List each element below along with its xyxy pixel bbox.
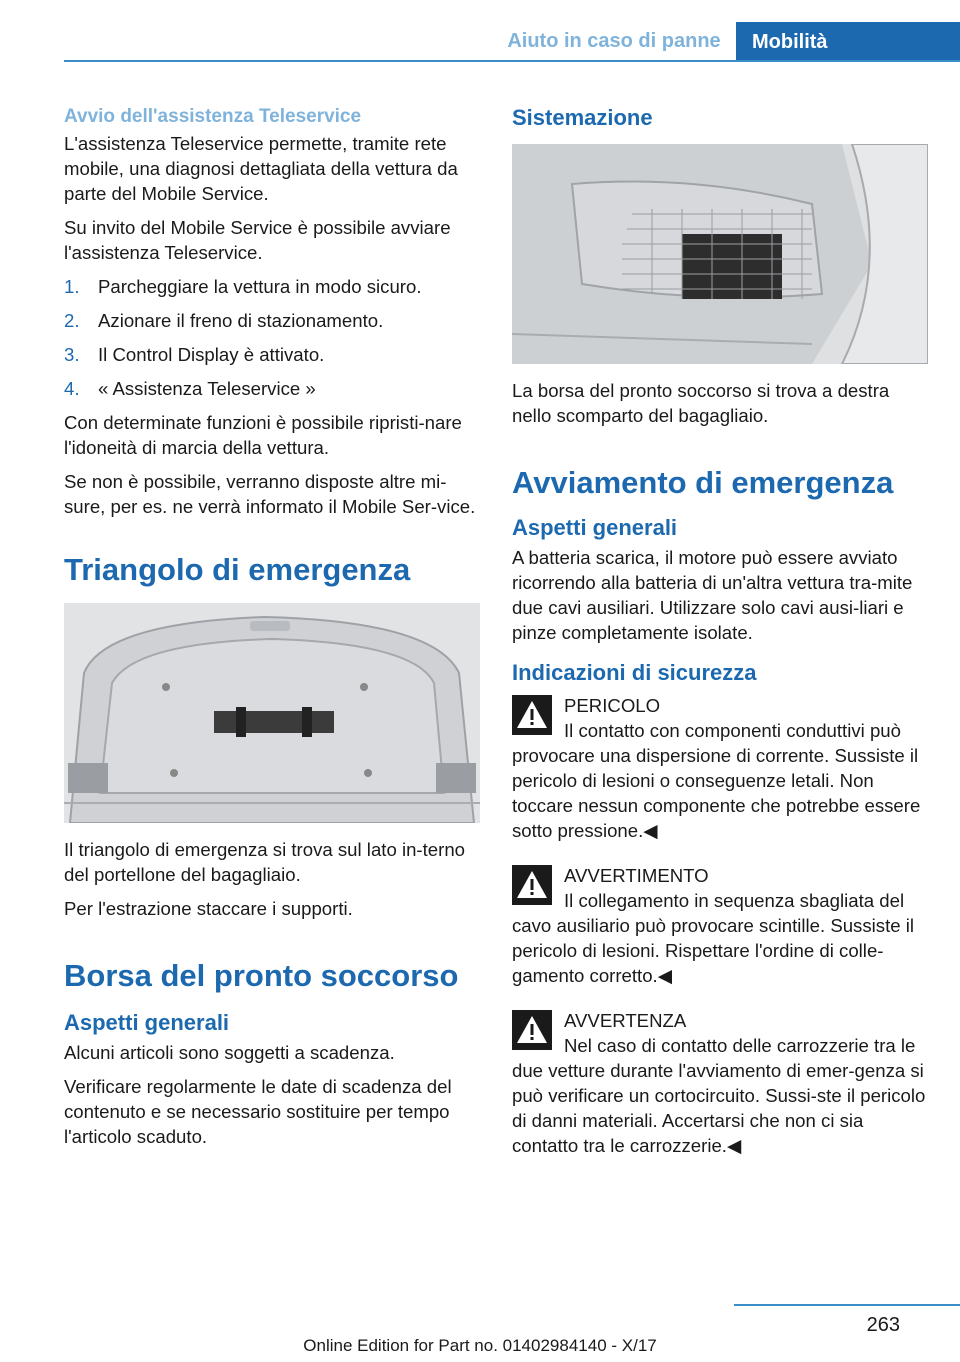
first-aid-kit-trunk-illustration: [512, 144, 928, 364]
teleservice-paragraph-2: Su invito del Mobile Service è possibile avviare l'assistenza Teleservice.: [64, 217, 451, 263]
placement-heading: Sistemazione: [512, 105, 653, 130]
teleservice-paragraph-1: L'assistenza Teleservice permette, tramite rete mobile, una diagnosi dettagliata della vettura da parte del Mobile Service.: [64, 133, 458, 204]
list-item: [64, 342, 480, 367]
footer-rule: [734, 1304, 960, 1306]
list-item: [64, 308, 480, 333]
triangle-paragraph-2: Per l'estrazione staccare i supporti.: [64, 898, 353, 919]
list-item: [64, 274, 480, 299]
placement-paragraph-1: La borsa del pronto soccorso si trova a destra nello scomparto del bagagliaio.: [512, 380, 890, 426]
step-text: Parcheggiare la vettura in modo sicuro.: [98, 276, 422, 297]
warning-danger: [512, 693, 928, 843]
warning-caution: [512, 863, 928, 988]
warning-triangle-icon: [512, 865, 552, 905]
teleservice-paragraph-3: Con determinate funzioni è possibile ripristi‐nare l'idoneità di marcia della vettura.: [64, 412, 462, 458]
first-aid-paragraph-2: Verificare regolarmente le date di scadenza del contenuto e se necessario sostituire per tempo l'articolo scaduto.: [64, 1076, 452, 1147]
header-chapter-tab: Mobilità: [736, 22, 960, 62]
header-rule: [64, 60, 960, 62]
first-aid-subheading: Aspetti generali: [64, 1010, 230, 1035]
jump-start-subheading: Aspetti generali: [512, 515, 678, 540]
right-column: [512, 104, 928, 1178]
page-header: [0, 0, 960, 62]
triangle-heading: Triangolo di emergenza: [64, 552, 411, 587]
left-column: [64, 104, 480, 1158]
warning-text: Nel caso di contatto delle carrozzerie tra le due vetture durante l'avviamento di emer‐genza si può verificare un cortocircuito. Sussi‐ste il pericolo di danni materiali. Accertarsi che non ci sia contatto tra le carrozzerie.◀: [512, 1035, 926, 1156]
step-number: 2.: [64, 310, 80, 331]
safety-heading: Indicazioni di sicurezza: [512, 660, 757, 685]
list-item: [64, 376, 480, 401]
first-aid-heading: Borsa del pronto soccorso: [64, 958, 459, 993]
step-text: Il Control Display è attivato.: [98, 344, 325, 365]
step-text: « Assistenza Teleservice »: [98, 378, 316, 399]
warning-notice: [512, 1008, 928, 1158]
page-number: 263: [866, 1314, 900, 1336]
first-aid-paragraph-1: Alcuni articoli sono soggetti a scadenza.: [64, 1042, 395, 1063]
step-number: 1.: [64, 276, 80, 297]
warning-text: Il collegamento in sequenza sbagliata del cavo ausiliario può provocare scintille. Sussiste il pericolo di lesioni. Rispettare l'ordine di colle‐gamento corretto.◀: [512, 890, 915, 986]
warning-title: PERICOLO: [564, 695, 661, 716]
jump-start-heading: Avviamento di emergenza: [512, 465, 894, 500]
triangle-paragraph-1: Il triangolo di emergenza si trova sul lato in‐terno del portellone del bagagliaio.: [64, 839, 466, 885]
footer-edition: Online Edition for Part no. 01402984140 - X/17: [303, 1336, 657, 1355]
teleservice-paragraph-4: Se non è possibile, verranno disposte altre mi‐sure, per es. ne verrà informato il Mobile Ser‐vice.: [64, 471, 476, 517]
warning-title: AVVERTENZA: [564, 1010, 687, 1031]
header-section-title: Aiuto in caso di panne: [507, 30, 721, 52]
warning-triangle-icon: [512, 1010, 552, 1050]
warning-title: AVVERTIMENTO: [564, 865, 709, 886]
warning-triangle-trunk-illustration: [64, 603, 480, 823]
step-number: 4.: [64, 378, 80, 399]
teleservice-steps: [64, 274, 480, 401]
step-number: 3.: [64, 344, 80, 365]
teleservice-heading: Avvio dell'assistenza Teleservice: [64, 106, 362, 127]
warning-text: Il contatto con componenti conduttivi può provocare una dispersione di corrente. Sussiste il pericolo di lesioni o conseguenze letali. Non toccare nessun componente che potrebbe essere sotto pressione.◀: [512, 720, 921, 841]
warning-triangle-icon: [512, 695, 552, 735]
jump-start-paragraph-1: A batteria scarica, il motore può essere avviato ricorrendo alla batteria di un'altra vettura tra‐mite due cavi ausiliari. Utilizzare solo cavi ausi‐liari e pinze completamente isolate.: [512, 547, 913, 643]
step-text: Azionare il freno di stazionamento.: [98, 310, 384, 331]
